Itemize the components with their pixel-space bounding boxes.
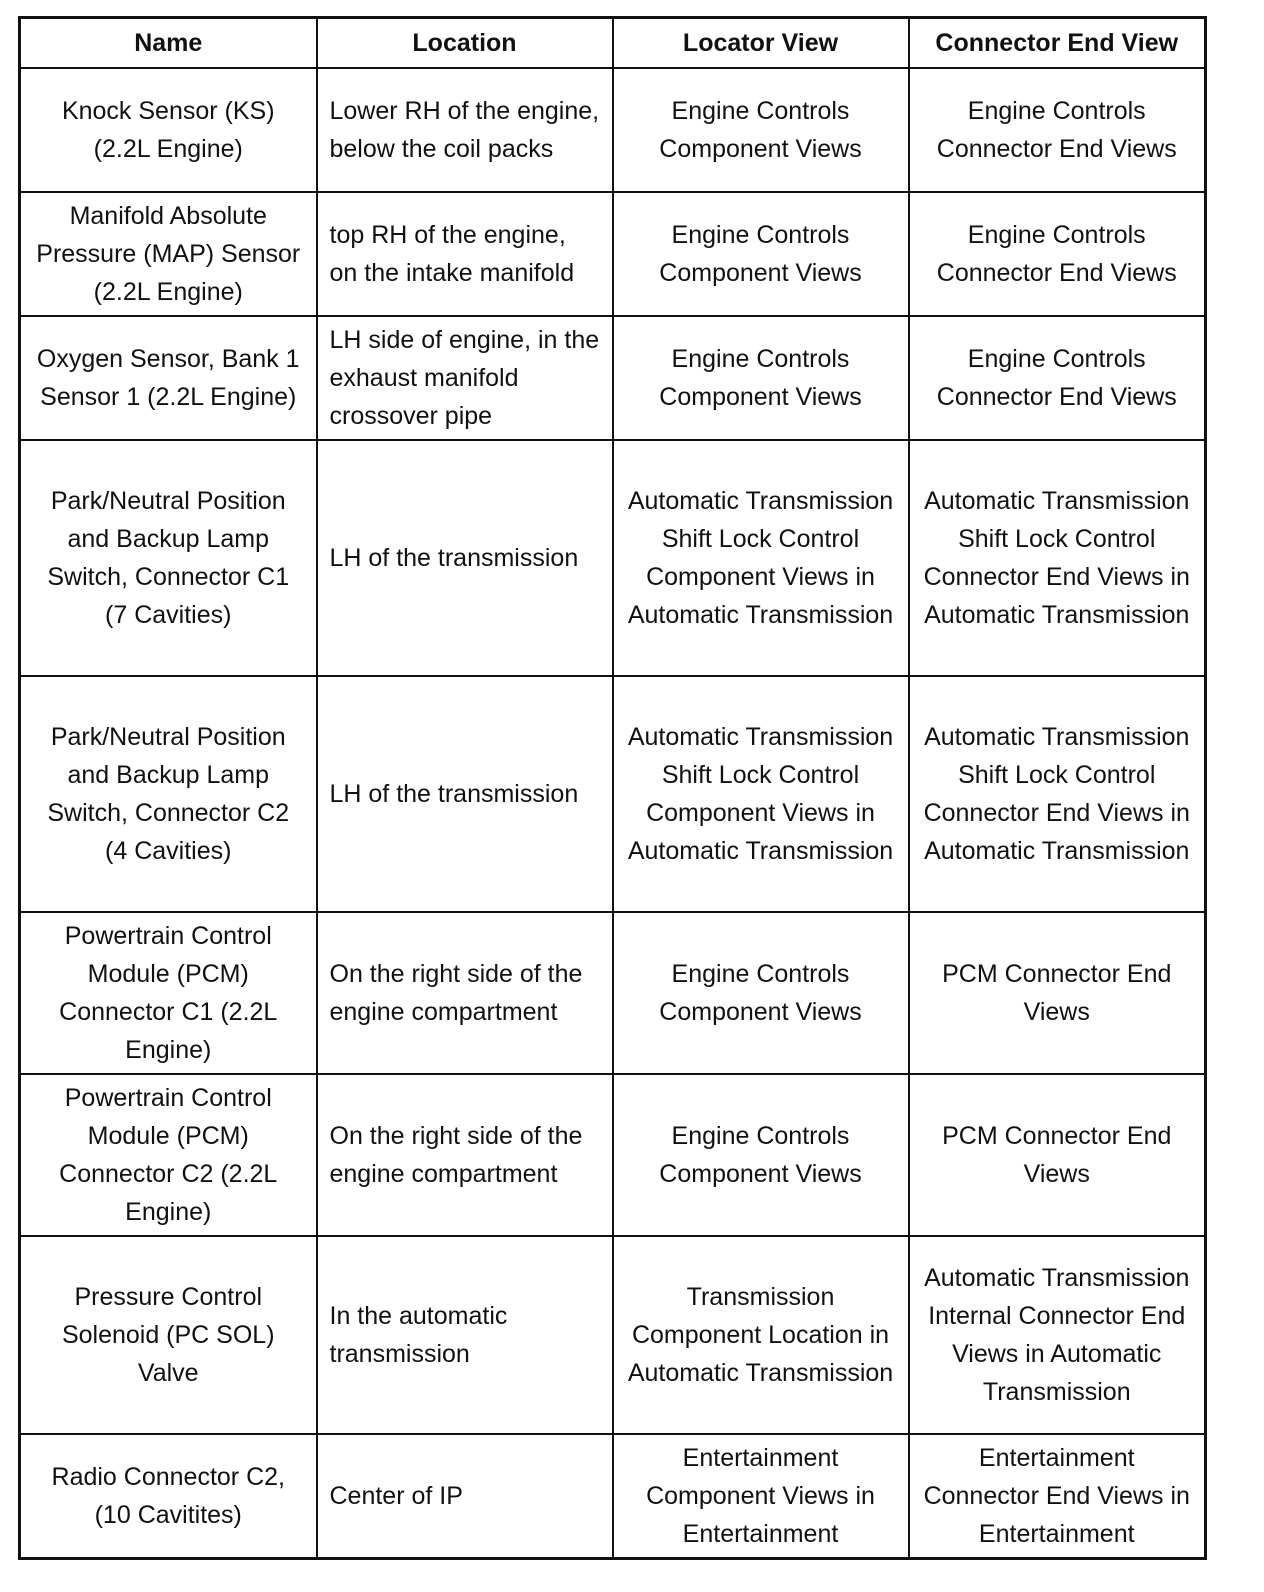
- table-row: [20, 1236, 1206, 1434]
- cell-location: In the automatic transmission: [317, 1236, 613, 1434]
- table-row: [20, 676, 1206, 912]
- cell-location: LH of the transmission: [317, 676, 613, 912]
- cell-locator-view: Engine Controls Component Views: [613, 1074, 909, 1236]
- cell-location: On the right side of the engine compartment: [317, 1074, 613, 1236]
- header-name: Name: [20, 18, 317, 69]
- cell-name: Park/Neutral Position and Backup Lamp Switch, Connector C1 (7 Cavities): [20, 440, 317, 676]
- cell-connector-end-view: Automatic Transmission Shift Lock Control Connector End Views in Automatic Transmission: [909, 676, 1206, 912]
- table-row: [20, 192, 1206, 316]
- cell-connector-end-view: Engine Controls Connector End Views: [909, 192, 1206, 316]
- cell-name: Oxygen Sensor, Bank 1 Sensor 1 (2.2L Engine): [20, 316, 317, 440]
- cell-connector-end-view: Entertainment Connector End Views in Entertainment: [909, 1434, 1206, 1559]
- cell-connector-end-view: Automatic Transmission Internal Connector End Views in Automatic Transmission: [909, 1236, 1206, 1434]
- cell-locator-view: Automatic Transmission Shift Lock Control Component Views in Automatic Transmission: [613, 440, 909, 676]
- cell-locator-view: Engine Controls Component Views: [613, 192, 909, 316]
- cell-name: Manifold Absolute Pressure (MAP) Sensor (2.2L Engine): [20, 192, 317, 316]
- cell-connector-end-view: Engine Controls Connector End Views: [909, 316, 1206, 440]
- component-locator-table: [18, 16, 1207, 1560]
- cell-locator-view: Engine Controls Component Views: [613, 68, 909, 192]
- header-locator-view: Locator View: [613, 18, 909, 69]
- cell-locator-view: Engine Controls Component Views: [613, 316, 909, 440]
- cell-connector-end-view: PCM Connector End Views: [909, 1074, 1206, 1236]
- cell-name: Powertrain Control Module (PCM) Connector C2 (2.2L Engine): [20, 1074, 317, 1236]
- table-row: [20, 440, 1206, 676]
- cell-locator-view: Transmission Component Location in Automatic Transmission: [613, 1236, 909, 1434]
- cell-name: Radio Connector C2, (10 Cavitites): [20, 1434, 317, 1559]
- cell-location: Lower RH of the engine, below the coil packs: [317, 68, 613, 192]
- header-row: [20, 18, 1206, 69]
- cell-locator-view: Entertainment Component Views in Entertainment: [613, 1434, 909, 1559]
- cell-location: top RH of the engine, on the intake manifold: [317, 192, 613, 316]
- cell-connector-end-view: Automatic Transmission Shift Lock Control Connector End Views in Automatic Transmission: [909, 440, 1206, 676]
- table-row: [20, 1434, 1206, 1559]
- cell-connector-end-view: Engine Controls Connector End Views: [909, 68, 1206, 192]
- cell-locator-view: Automatic Transmission Shift Lock Control Component Views in Automatic Transmission: [613, 676, 909, 912]
- cell-location: On the right side of the engine compartment: [317, 912, 613, 1074]
- cell-connector-end-view: PCM Connector End Views: [909, 912, 1206, 1074]
- header-location: Location: [317, 18, 613, 69]
- cell-name: Knock Sensor (KS) (2.2L Engine): [20, 68, 317, 192]
- cell-name: Powertrain Control Module (PCM) Connector C1 (2.2L Engine): [20, 912, 317, 1074]
- table-row: [20, 912, 1206, 1074]
- cell-name: Park/Neutral Position and Backup Lamp Switch, Connector C2 (4 Cavities): [20, 676, 317, 912]
- header-connector-end-view: Connector End View: [909, 18, 1206, 69]
- table-row: [20, 316, 1206, 440]
- cell-name: Pressure Control Solenoid (PC SOL) Valve: [20, 1236, 317, 1434]
- cell-location: LH side of engine, in the exhaust manifold crossover pipe: [317, 316, 613, 440]
- cell-location: LH of the transmission: [317, 440, 613, 676]
- cell-locator-view: Engine Controls Component Views: [613, 912, 909, 1074]
- table-row: [20, 68, 1206, 192]
- table-row: [20, 1074, 1206, 1236]
- cell-location: Center of IP: [317, 1434, 613, 1559]
